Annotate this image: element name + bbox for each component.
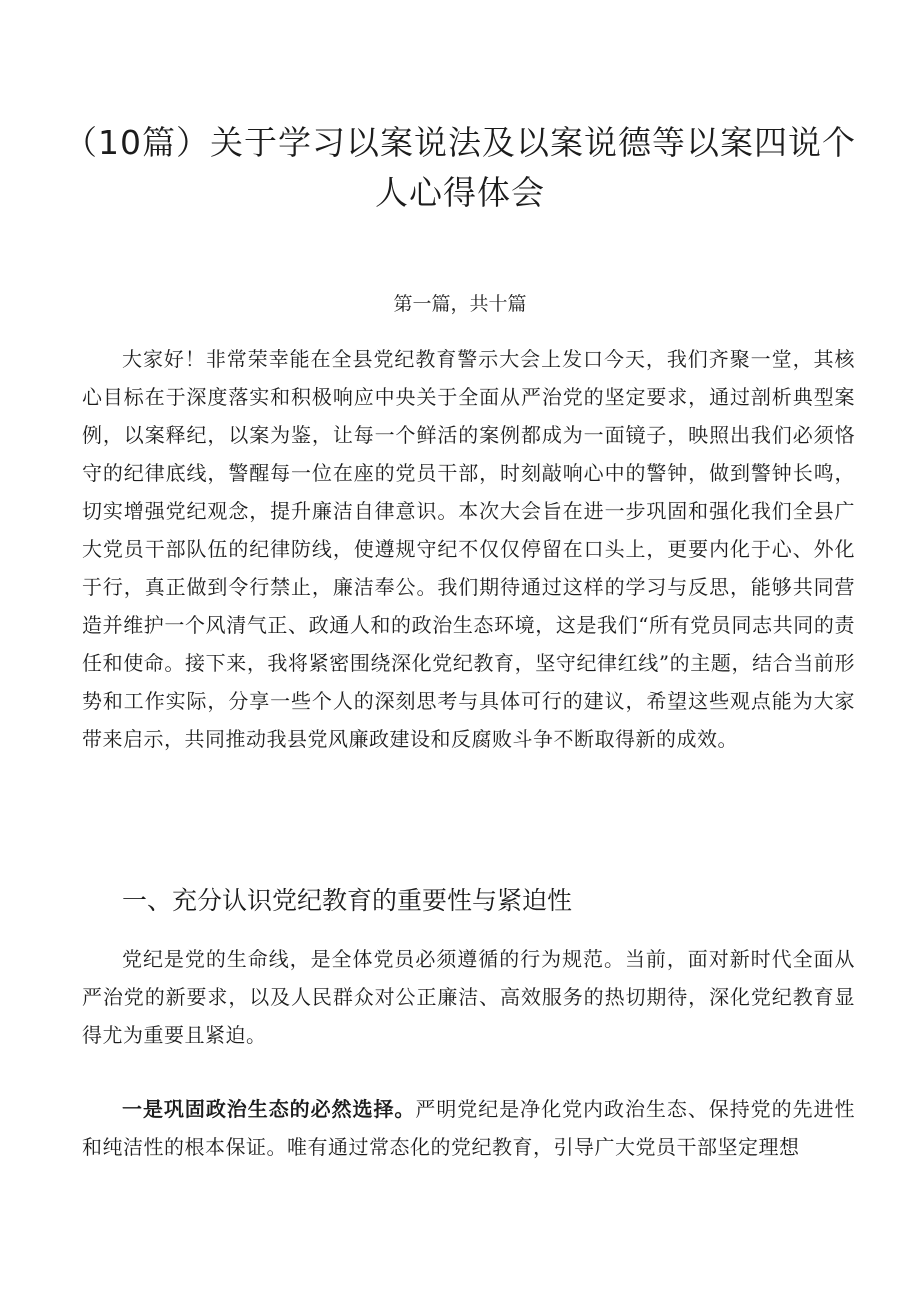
intro-paragraph: 大家好！非常荣幸能在全县党纪教育警示大会上发口今天，我们齐聚一堂，其核心目标在于深度落实和积极响应中央关于全面从严治党的坚定要求，通过剖析典型案例，以案释纪，以案为鉴，让每一个鲜活的案例都成为一面镜子，映照出我们必须恪守的纪律底线，警醒每一位在座的党员干部，时刻敲响心中的警钟，做到警钟长鸣，切实增强党纪观念，提升廉洁自律意识。本次大会旨在进一步巩固和强化我们全县广大党员干部队伍的纪律防线，使遵规守纪不仅仅停留在口头上，更要内化于心、外化于行，真正做到令行禁止，廉洁奉公。我们期待通过这样的学习与反思，能够共同营造并维护一个风清气正、政通人和的政治生态环境，这是我们“所有党员同志共同的责任和使命。接下来，我将紧密围绕深化党纪教育，坚守纪律红线”的主题，结合当前形势和工作实际，分享一些个人的深刻思考与具体可行的建议，希望这些观点能为大家带来启示，共同推动我县党风廉政建设和反腐败斗争不断取得新的成效。 bbox=[82, 347, 855, 751]
point-text: 严明党纪是净化党内政治生态、保持党的先进性和纯洁性的根本保证。唯有通过常态化的党纪教育，引导广大党员干部坚定理想 bbox=[82, 1097, 856, 1159]
document-subtitle: 第一篇，共十篇 bbox=[393, 293, 527, 315]
document-title: （10篇）关于学习以案说法及以案说德等以案四说个人心得体会 bbox=[64, 123, 856, 212]
point-lead: 一是巩固政治生态的必然选择。 bbox=[122, 1097, 416, 1121]
section-paragraph: 党纪是党的生命线，是全体党员必须遵循的行为规范。当前，面对新时代全面从严治党的新要求，以及人民群众对公正廉洁、高效服务的热切期待，深化党纪教育显得尤为重要且紧迫。 bbox=[82, 947, 855, 1047]
section-heading: 一、充分认识党纪教育的重要性与紧迫性 bbox=[122, 886, 573, 915]
point-paragraph bbox=[82, 1090, 855, 1166]
